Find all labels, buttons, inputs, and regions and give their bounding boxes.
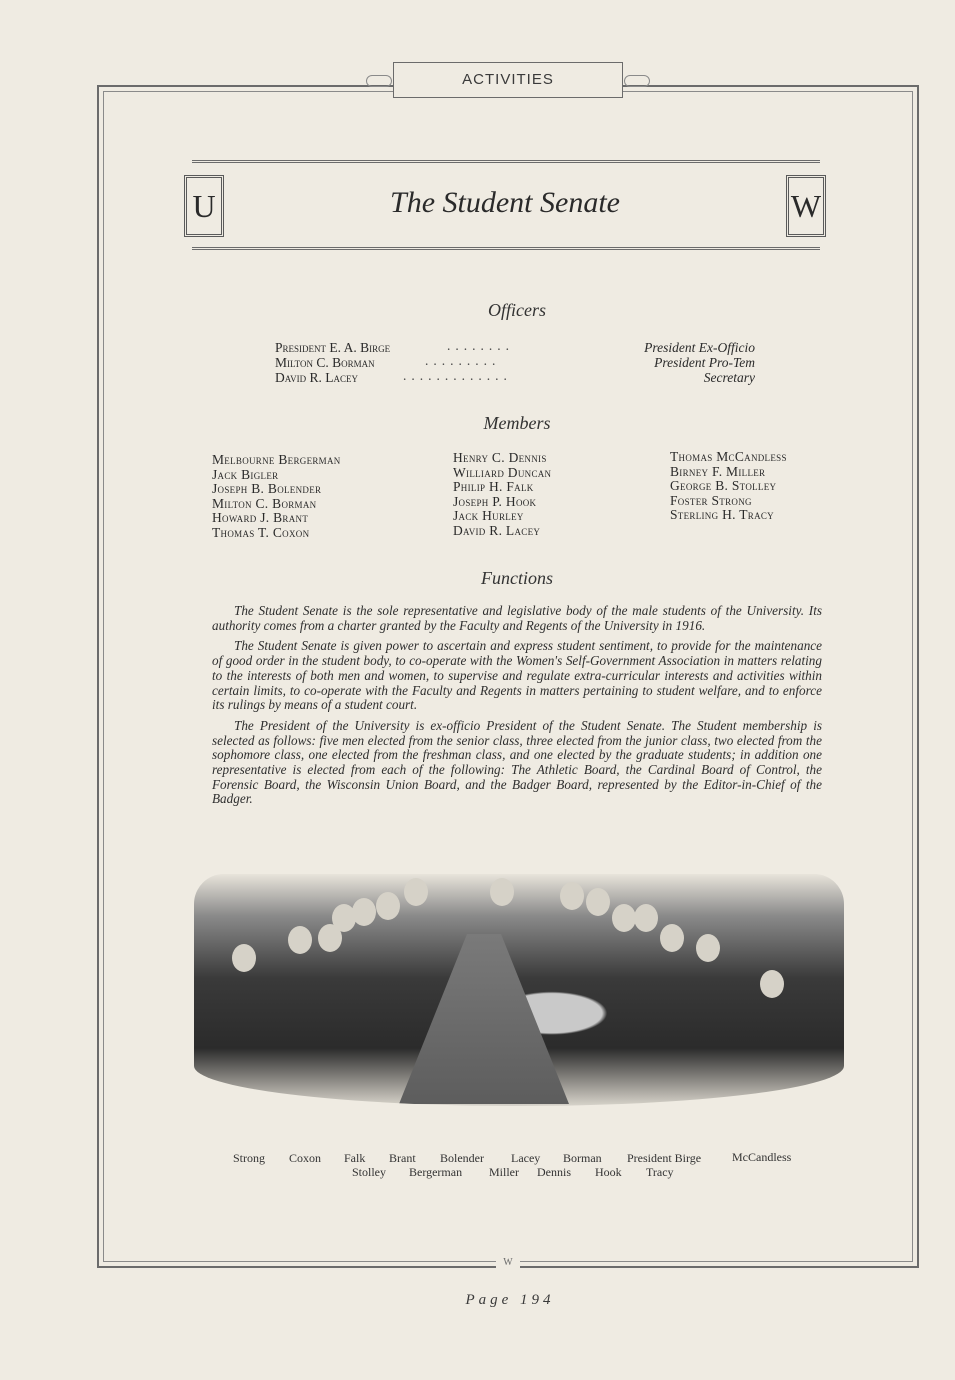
officer-row: [275, 340, 755, 356]
person-figure: [288, 926, 312, 954]
member-name: George B. Stolley: [670, 478, 777, 494]
member-name: Henry C. Dennis: [453, 450, 547, 465]
member-name: Milton C. Borman: [212, 495, 317, 511]
caption-name: McCandless: [732, 1150, 792, 1164]
members-heading: Members: [483, 413, 551, 433]
person-figure: [376, 892, 400, 920]
person-figure: [634, 904, 658, 932]
leader-dots: .........: [425, 353, 501, 368]
caption-name: Coxon: [289, 1151, 322, 1165]
leader-dots: ........: [447, 338, 514, 353]
page-number: Page 194: [465, 1292, 555, 1308]
officers-heading: Officers: [488, 300, 546, 320]
member-name: Howard J. Brant: [212, 510, 309, 526]
member-name: Joseph P. Hook: [453, 493, 537, 509]
officer-name: President E. A. Birge: [275, 340, 391, 355]
caption-name: Bolender: [440, 1151, 484, 1165]
person-figure: [352, 898, 376, 926]
footer-ornament: W: [496, 1256, 520, 1270]
member-name: David R. Lacey: [453, 522, 541, 538]
members-column-1: [212, 453, 341, 541]
person-figure: [696, 934, 720, 962]
running-head: ACTIVITIES: [393, 62, 623, 98]
caption-name: Borman: [563, 1151, 602, 1165]
functions-paragraph: The Student Senate is the sole representative and legislative body of the male students of the University. Its authority comes from a charter granted by the Faculty and Regents of the University in 1916.: [212, 603, 822, 633]
person-figure: [490, 878, 514, 906]
caption-name: President Birge: [627, 1151, 702, 1165]
w-badge: W: [786, 175, 826, 237]
officer-name: Milton C. Borman: [275, 355, 375, 370]
caption-name: Falk: [344, 1151, 366, 1165]
caption-name: Tracy: [646, 1165, 674, 1179]
member-name: Thomas T. Coxon: [212, 524, 310, 540]
officer-row: [275, 355, 755, 371]
caption-name: Hook: [595, 1165, 622, 1179]
caption-name: Brant: [389, 1151, 416, 1165]
person-figure: [232, 944, 256, 972]
senate-group-photo: [194, 874, 844, 1106]
person-figure: [560, 882, 584, 910]
caption-name: Dennis: [537, 1165, 571, 1179]
u-badge: U: [184, 175, 224, 237]
member-name: Joseph B. Bolender: [212, 481, 322, 497]
members-column-2: [453, 451, 551, 539]
caption-name: Bergerman: [409, 1165, 463, 1179]
person-figure: [404, 878, 428, 906]
member-name: Jack Bigler: [212, 466, 279, 482]
functions-text: [212, 604, 822, 813]
functions-paragraph: The President of the University is ex-officio President of the Student Senate. The Student membership is selected as follows: five men elected from the senior class, three elected from the junior class, two elected from the sophomore class, one elected from the freshman class, and one elected by the graduate students; in addition one representative is elected from each of the following: The Athletic Board, the Cardinal Board of Control, the Forensic Board, the Wisconsin Union Board, and the Badger Board, represented by the Editor-in-Chief of the Badger.: [212, 717, 822, 807]
member-name: Williard Duncan: [453, 464, 552, 480]
caption-name: Strong: [233, 1151, 266, 1165]
functions-heading: Functions: [481, 568, 553, 588]
person-figure: [760, 970, 784, 998]
caption-name: Miller: [489, 1165, 519, 1179]
caption-name: Stolley: [352, 1165, 387, 1179]
officer-row: [275, 370, 755, 386]
member-name: Melbourne Bergerman: [212, 452, 341, 467]
functions-paragraph: The Student Senate is given power to ascertain and express student sentiment, to provide for the maintenance of good order in the student body, to co-operate with the Women's Self-Government Association in matters relating to the interests of both men and women, to supervise and regulate extra-curricular interests and activities within certain limits, to co-operate with the Faculty and Regents in matters pertaining to student welfare, and to enforce its rulings by means of a student court.: [212, 638, 822, 713]
member-name: Philip H. Falk: [453, 479, 534, 495]
member-name: Sterling H. Tracy: [670, 507, 774, 523]
person-figure: [660, 924, 684, 952]
caption-name: Lacey: [511, 1151, 541, 1165]
member-name: Foster Strong: [670, 492, 752, 508]
person-figure: [586, 888, 610, 916]
member-name: Thomas McCandless: [670, 449, 787, 464]
member-name: Jack Hurley: [453, 508, 524, 524]
officer-role: President Ex-Officio: [644, 340, 755, 355]
officer-role: President Pro-Tem: [654, 355, 755, 370]
leader-dots: .............: [403, 368, 512, 383]
page-title: The Student Senate: [390, 186, 620, 219]
conference-table: [399, 934, 569, 1104]
officer-role: Secretary: [703, 370, 755, 385]
member-name: Birney F. Miller: [670, 463, 766, 479]
person-figure: [612, 904, 636, 932]
members-column-3: [670, 450, 787, 523]
officer-name: David R. Lacey: [275, 370, 358, 385]
